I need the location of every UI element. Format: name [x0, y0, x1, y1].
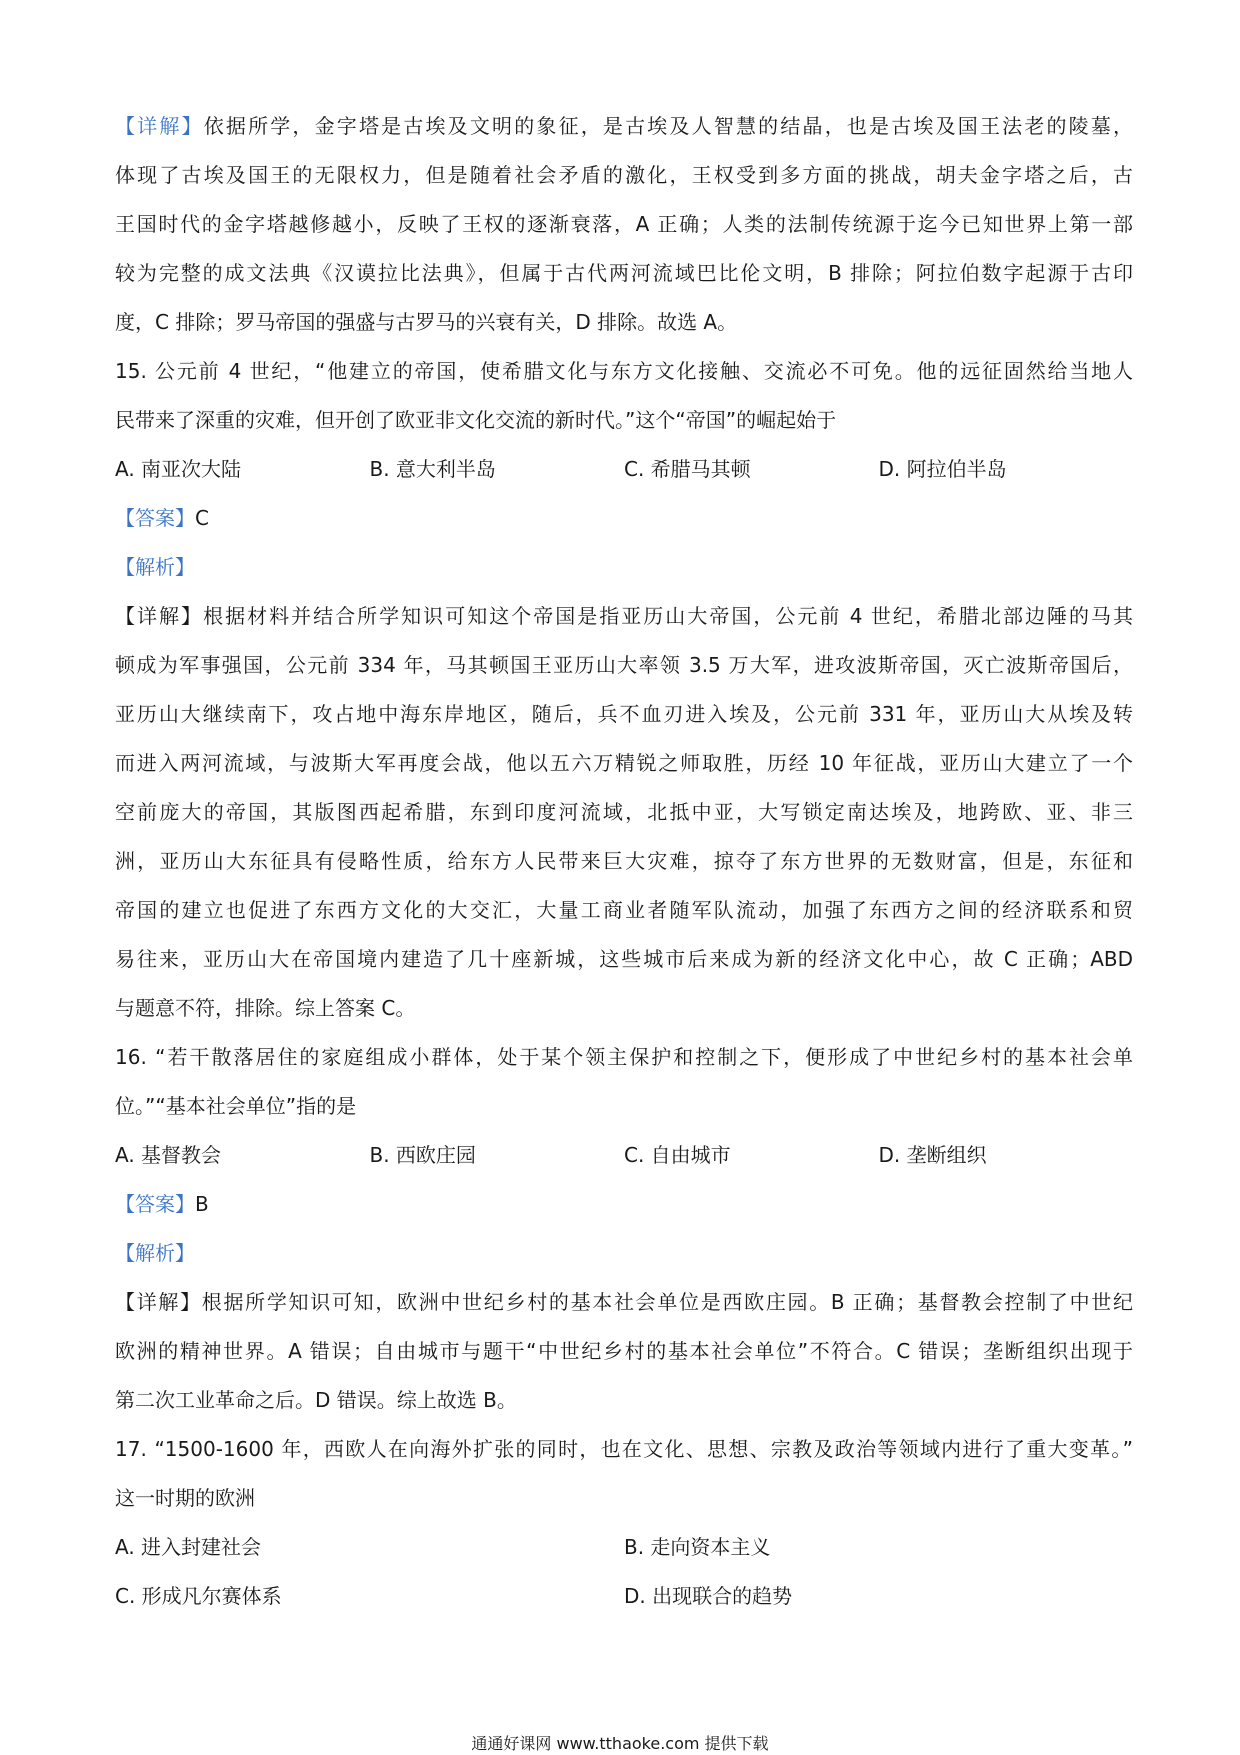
options-row: [115, 1523, 1133, 1572]
q14-detail: [115, 102, 1133, 347]
detail-line: 度，C 排除；罗马帝国的强盛与古罗马的兴衰有关，D 排除。故选 A。: [115, 310, 738, 334]
detail-line: 而进入两河流域，与波斯大军再度会战，他以五六万精锐之师取胜，历经 10 年征战，亚历山大建立了一个: [115, 751, 1133, 775]
question-stem-line: 民带来了深重的灾难，但开创了欧亚非文化交流的新时代。”这个“帝国”的崛起始于: [115, 408, 837, 432]
analysis-tag: 【解析】: [115, 555, 195, 579]
option-d: D. 垄断组织: [878, 1143, 987, 1167]
detail-line: 【详解】根据材料并结合所学知识可知这个帝国是指亚历山大帝国，公元前 4 世纪，希腊北部边陲的马其: [115, 604, 1133, 628]
option-c: C. 希腊马其顿: [624, 457, 751, 481]
option-d: D. 阿拉伯半岛: [878, 457, 1007, 481]
detail-line: 帝国的建立也促进了东西方文化的大交汇，大量工商业者随军队流动，加强了东西方之间的经济联系和贸: [115, 898, 1133, 922]
page-content: [115, 102, 1133, 1621]
detail-line: 顿成为军事强国，公元前 334 年，马其顿国王亚历山大率领 3.5 万大军，进攻波斯帝国，灭亡波斯帝国后，: [115, 653, 1133, 677]
detail-line: 【详解】根据所学知识可知，欧洲中世纪乡村的基本社会单位是西欧庄园。B 正确；基督教会控制了中世纪: [115, 1290, 1133, 1314]
question-15: [115, 347, 1133, 1033]
option-a: A. 进入封建社会: [115, 1535, 262, 1559]
answer-line: [115, 1180, 1133, 1229]
detail-line: 易往来，亚历山大在帝国境内建造了几十座新城，这些城市后来成为新的经济文化中心，故 C 正确；ABD: [115, 947, 1133, 971]
option-c: C. 形成凡尔赛体系: [115, 1584, 282, 1608]
answer-value: B: [195, 1192, 209, 1216]
detail-line: 亚历山大继续南下，攻占地中海东岸地区，随后，兵不血刃进入埃及，公元前 331 年，亚历山大从埃及转: [115, 702, 1133, 726]
analysis-line: [115, 1229, 1133, 1278]
question-16: [115, 1033, 1133, 1425]
option-b: B. 意大利半岛: [369, 457, 496, 481]
detail-line: 欧洲的精神世界。A 错误；自由城市与题干“中世纪乡村的基本社会单位”不符合。C 错误；垄断组织出现于: [115, 1339, 1133, 1363]
options-row: [115, 1572, 1133, 1621]
option-a: A. 南亚次大陆: [115, 457, 242, 481]
detail-line: 与题意不符，排除。综上答案 C。: [115, 996, 416, 1020]
question-17: [115, 1425, 1133, 1621]
detail-line: 第二次工业革命之后。D 错误。综上故选 B。: [115, 1388, 517, 1412]
question-stem-line: 15. 公元前 4 世纪，“他建立的帝国，使希腊文化与东方文化接触、交流必不可免。他的远征固然给当地人: [115, 359, 1133, 383]
answer-tag: 【答案】: [115, 1192, 195, 1216]
question-stem-line: 这一时期的欧洲: [115, 1486, 255, 1510]
option-c: C. 自由城市: [624, 1143, 731, 1167]
answer-line: [115, 494, 1133, 543]
option-b: B. 走向资本主义: [624, 1535, 771, 1559]
detail-line: 较为完整的成文法典《汉谟拉比法典》，但属于古代两河流域巴比伦文明，B 排除；阿拉伯数字起源于古印: [115, 261, 1133, 285]
question-stem-line: 位。”“基本社会单位”指的是: [115, 1094, 357, 1118]
option-d: D. 出现联合的趋势: [624, 1584, 793, 1608]
question-stem-line: 16. “若干散落居住的家庭组成小群体，处于某个领主保护和控制之下，便形成了中世纪乡村的基本社会单: [115, 1045, 1133, 1069]
options-row: [115, 445, 1133, 494]
option-a: A. 基督教会: [115, 1143, 222, 1167]
detail-line: 体现了古埃及国王的无限权力，但是随着社会矛盾的激化，王权受到多方面的挑战，胡夫金字塔之后，古: [115, 163, 1133, 187]
detail-line: 洲，亚历山大东征具有侵略性质，给东方人民带来巨大灾难，掠夺了东方世界的无数财富，但是，东征和: [115, 849, 1133, 873]
detail-line: 【详解】依据所学，金字塔是古埃及文明的象征，是古埃及人智慧的结晶，也是古埃及国王法老的陵墓，: [115, 114, 1133, 138]
page-footer: 通通好课网 www.tthaoke.com 提供下载: [471, 1734, 769, 1753]
analysis-line: [115, 543, 1133, 592]
answer-value: C: [195, 506, 209, 530]
detail-tag: 【详解】: [115, 604, 204, 628]
analysis-tag: 【解析】: [115, 1241, 195, 1265]
options-row: [115, 1131, 1133, 1180]
detail-line: 空前庞大的帝国，其版图西起希腊，东到印度河流域，北抵中亚，大写锁定南达埃及，地跨欧、亚、非三: [115, 800, 1133, 824]
detail-line: 王国时代的金字塔越修越小，反映了王权的逐渐衰落，A 正确；人类的法制传统源于迄今已知世界上第一部: [115, 212, 1133, 236]
question-stem-line: 17. “1500-1600 年，西欧人在向海外扩张的同时，也在文化、思想、宗教及政治等领域内进行了重大变革。”: [115, 1437, 1133, 1461]
option-b: B. 西欧庄园: [369, 1143, 476, 1167]
detail-tag: 【详解】: [115, 1290, 202, 1314]
answer-tag: 【答案】: [115, 506, 195, 530]
detail-tag: 【详解】: [115, 114, 204, 138]
